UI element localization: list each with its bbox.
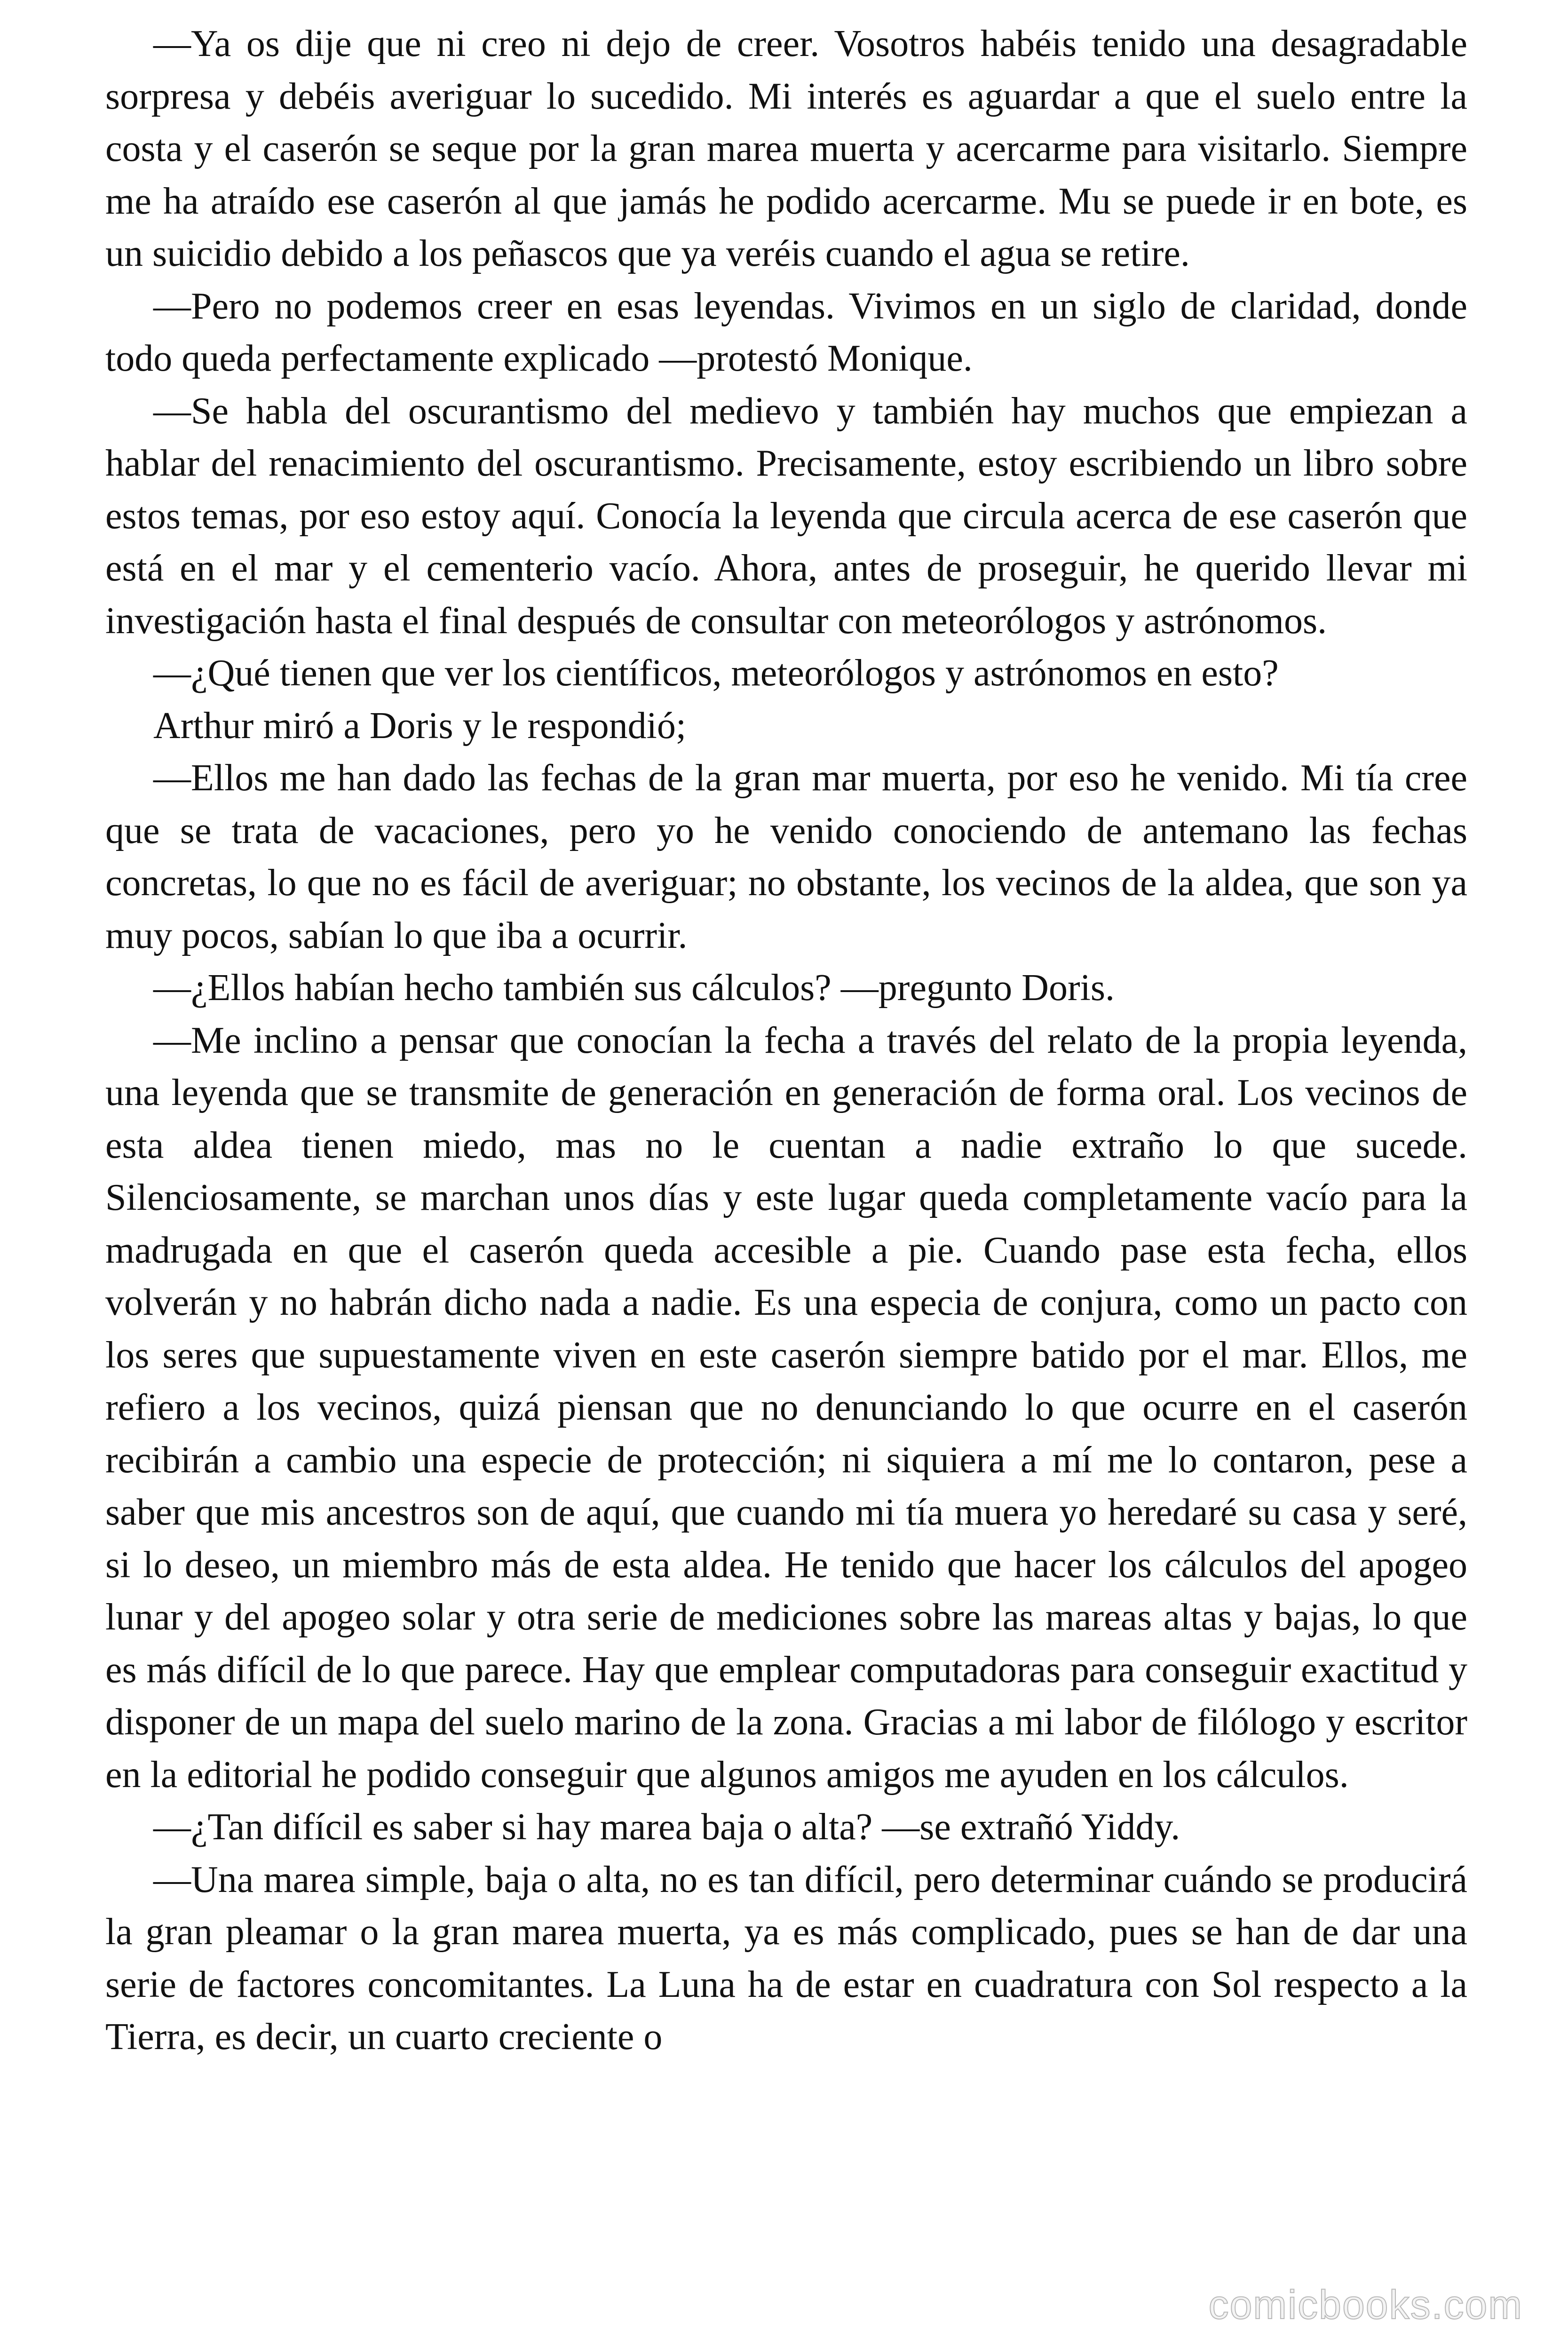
paragraph: —Una marea simple, baja o alta, no es tan difícil, pero determinar cuándo se producirá la gran pleamar o la gran marea muerta, ya es más complicado, pues se han de dar una serie de factores concomitantes. La Luna ha de estar en cuadratura con Sol respecto a la Tierra, es decir, un cuarto creciente o [105, 1859, 1467, 2058]
paragraph: —¿Ellos habían hecho también sus cálculos? —pregunto Doris. [153, 967, 1115, 1009]
paragraph: —¿Tan difícil es saber si hay marea baja o alta? —se extrañó Yiddy. [153, 1806, 1180, 1848]
paragraph: —Ya os dije que ni creo ni dejo de creer. Vosotros habéis tenido una desagradable sorpresa y debéis averiguar lo sucedido. Mi interés es aguardar a que el suelo entre la costa y el caserón se seque por la gran marea muerta y acercarme para visitarlo. Siempre me ha atraído ese caserón al que jamás he podido acercarme. Mu se puede ir en bote, es un suicidio debido a los peñascos que ya veréis cuando el agua se retire. [105, 23, 1467, 274]
paragraph: —Ellos me han dado las fechas de la gran mar muerta, por eso he venido. Mi tía cree que se trata de vacaciones, pero yo he venido conociendo de antemano las fechas concretas, lo que no es fácil de averiguar; no obstante, los vecinos de la aldea, que son ya muy pocos, sabían lo que iba a ocurrir. [105, 757, 1467, 956]
paragraph: —Me inclino a pensar que conocían la fecha a través del relato de la propia leyenda, una leyenda que se transmite de generación en generación de forma oral. Los vecinos de esta aldea tienen miedo, mas no le cuentan a nadie extraño lo que sucede. Silenciosamente, se marchan unos días y este lugar queda completamente vacío para la madrugada en que el caserón queda accesible a pie. Cuando pase esta fecha, ellos volverán y no habrán dicho nada a nadie. Es una especia de conjura, como un pacto con los seres que supuestamente viven en este caserón siempre batido por el mar. Ellos, me refiero a los vecinos, quizá piensan que no denunciando lo que ocurre en el caserón recibirán a cambio una especie de protección; ni siquiera a mí me lo contaron, pese a saber que mis ancestros son de aquí, que cuando mi tía muera yo heredaré su casa y seré, si lo deseo, un miembro más de esta aldea. He tenido que hacer los cálculos del apogeo lunar y del apogeo solar y otra serie de mediciones sobre las mareas altas y bajas, lo que es más difícil de lo que parece. Hay que emplear computadoras para conseguir exactitud y disponer de un mapa del suelo marino de la zona. Gracias a mi labor de filólogo y escritor en la editorial he podido conseguir que algunos amigos me ayuden en los cálculos. [105, 1019, 1467, 1796]
paragraph: Arthur miró a Doris y le respondió; [153, 705, 687, 747]
book-page-text [105, 18, 1467, 2064]
watermark: comicbooks.com [1208, 2282, 1523, 2328]
paragraph: —Pero no podemos creer en esas leyendas. Vivimos en un siglo de claridad, donde todo queda perfectamente explicado —protestó Monique. [105, 285, 1467, 379]
paragraph: —¿Qué tienen que ver los científicos, meteorólogos y astrónomos en esto? [153, 652, 1279, 694]
paragraph: —Se habla del oscurantismo del medievo y también hay muchos que empiezan a hablar del renacimiento del oscurantismo. Precisamente, estoy escribiendo un libro sobre estos temas, por eso estoy aquí. Conocía la leyenda que circula acerca de ese caserón que está en el mar y el cementerio vacío. Ahora, antes de proseguir, he querido llevar mi investigación hasta el final después de consultar con meteorólogos y astrónomos. [105, 390, 1467, 642]
